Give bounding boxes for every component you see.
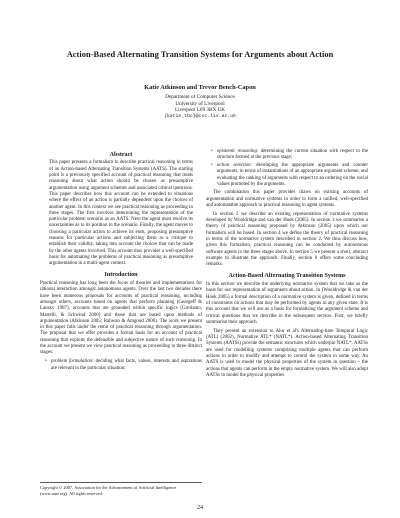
bullet-label: action selection: — [217, 163, 253, 169]
stage-list-continued — [206, 149, 368, 188]
abstract-heading: Abstract — [109, 152, 133, 158]
abstract-section — [40, 152, 202, 268]
intro-heading: Introduction — [104, 271, 138, 278]
bullet-text: deciding what facts, values, interests and aspirations are relevant in the particular situation; — [51, 359, 202, 371]
abstract-text: This paper presents a formalism to describe practical reasoning in terms of an Action-based Alternating Transition Systems (AATS). The starting point is a previously specified account of practical reasoning that treats reasoning about what action should be chosen as presumptive argumentation using argument schemes and associated critical questions. This paper describes how this account can be extended to situations where the effect of an action is partially dependent upon the choices of another agent. In this context we see practical reasoning as proceeding in three stages. The first involves determining the representation of the particular problem scenario as an AATS. Next the agent must resolve its uncertainties as to its position in the scenario. Finally, the agent moves to choosing a particular action to achieve its ends, proposing presumptive reasons for particular actions and subjecting them to a critique to establish their validity, taking into account the choices that can be made by the other agents involved. This account thus provides a well-specified basis for automating the problems of practical reasoning as presumptive argumentation in a multi-agent context. — [49, 160, 193, 267]
copyright-notice: Copyright © 2007, Association for the Advancement of Artificial Intelligence (www.aaai.org). All rights reserved. — [40, 482, 202, 496]
list-item — [217, 149, 368, 162]
body-paragraph: In this section we describe the underlying normative system that we take as the basis for our representation of arguments about action. In (Wooldridge & van der Hoek 2005) a formal description of a normative system is given, defined in terms of constraints on actions that may be performed by agents in any given state. It is this account that we will use as a basis for formalising the argument scheme and critical questions that we describe in the subsequent section. First, we briefly summarise their approach. — [206, 281, 368, 325]
city: Liverpool L69 3BX UK — [175, 107, 225, 114]
stage-list — [40, 359, 202, 372]
university: University of Liverpool — [175, 100, 225, 107]
list-item — [217, 163, 368, 188]
body-paragraph: In section 2 we describe an existing representation of normative systems developed by Wooldridge and van der Hoek (2005). In section 3 we summarise a theory of practical reasoning proposed by Atkinson (2005) upon which our formalism will be based. In section 4 we define the theory of practical reasoning in terms of the normative system described in section 2. We thus discuss how, given this formalism, practical reasoning can be conducted by autonomous software agents in the three stages above. In section 5 we present a short, abstract example to illustrate the approach. Finally, section 6 offers some concluding remarks. — [206, 211, 368, 268]
left-column — [40, 152, 202, 374]
list-item — [51, 359, 202, 372]
bullet-label: problem formulation: — [51, 359, 94, 365]
paper-title: Action-Based Alternating Transition Systems for Arguments about Action — [66, 50, 334, 59]
intro-paragraph: Practical reasoning has long been the focus of theories and implementations for rational interaction amongst autonomous agents. Over the last two decades there have been numerous proposals for accounts of practical reasoning, including amongst others, accounts based on agents that perform planning (Georgeff & Lansky 1987), accounts that are grounded within specific logics (Girolamo, Martelli, & Schwind 2000) and those that are based upon methods of argumentation (Atkinson 2005; Rahwan & Amgoud 2006). The work we present in this paper falls under the remit of practical reasoning through argumentation. The proposal that we offer provides a formal basis for an account of practical reasoning that exploits the defeasible and subjective nature of such reasoning. In the account we present we view practical reasoning as proceeding in three distinct stages: — [40, 280, 202, 356]
page-number: 24 — [197, 505, 203, 511]
bullet-text: developing the appropriate arguments and counter arguments, in terms of instantiations of an appropriate argument scheme, and evaluating the ranking of arguments with respect to an ordering on the social values promoted by the arguments. — [217, 163, 368, 188]
email: {katie,tbc}@csc.liv.ac.uk — [164, 113, 236, 119]
body-paragraph: The combination this paper provides draws on existing accounts of argumentation and normative systems in order to form a unified, well-specified and automatable approach to practical reasoning in agent systems. — [206, 190, 368, 208]
bullet-text: determining the current situation with respect to the structure formed at the previous stage; — [217, 149, 368, 161]
department: Department of Computer Science — [165, 94, 235, 100]
paper-authors: Katie Atkinson and Trevor Bench-Capon — [144, 84, 256, 91]
right-column — [206, 149, 368, 382]
affiliation-block — [0, 94, 400, 120]
body-paragraph: They present an extension to Alur et al's Alternating-time Temporal Logic (ATL) (2002), Normative ATL* (NATL*). Action-based Alternating Transition Systems (AATSs) provide the semantic structures which underpin NATL*. AATSs are used for modelling systems comprising multiple agents that can perform actions in order to modify and attempt to control the system in some way. An AATS is used to model the physical properties of the system in question – the actions that agents can perform in the empty normative system. We will also adopt AATSs to model the physical properties — [206, 328, 368, 378]
aats-heading: Action-Based Alternating Transition Systems — [228, 272, 346, 279]
bullet-label: epistemic reasoning: — [217, 149, 259, 154]
